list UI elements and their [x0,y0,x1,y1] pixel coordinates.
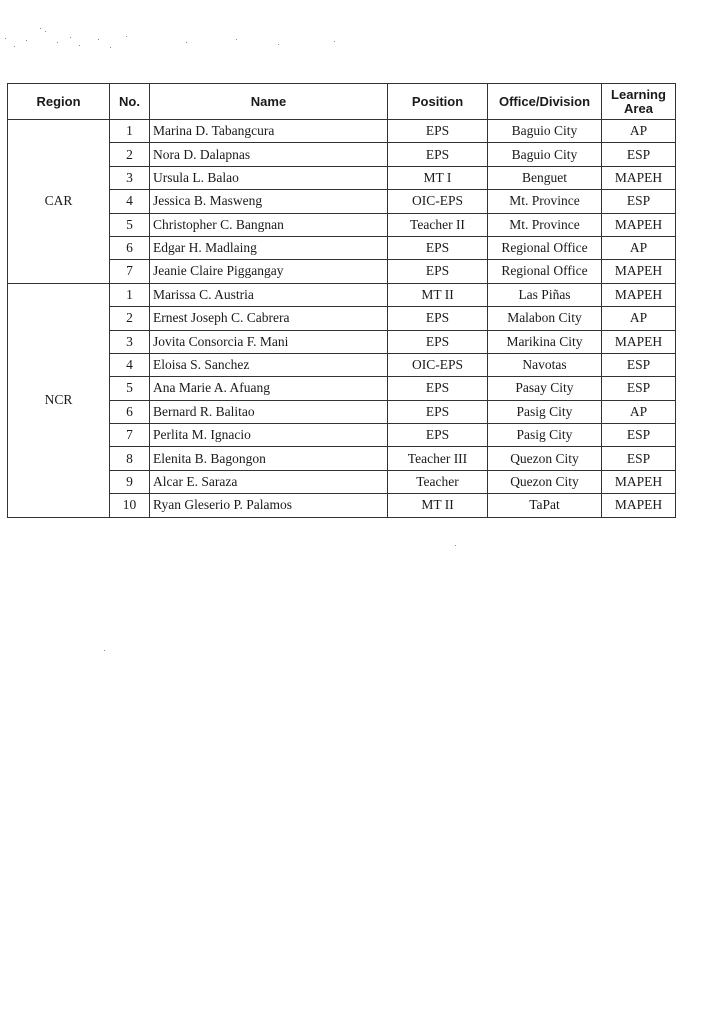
row-number-cell: 4 [110,353,150,376]
person-name-cell: Marissa C. Austria [150,283,388,306]
scan-speck [70,37,71,38]
row-number-cell: 10 [110,494,150,517]
office-division-cell: Marikina City [488,330,602,353]
position-cell: Teacher [388,470,488,493]
position-cell: EPS [388,307,488,330]
office-division-cell: Las Piñas [488,283,602,306]
office-division-cell: Mt. Province [488,213,602,236]
scan-speck [186,42,187,43]
roster-table-header [8,84,676,120]
table-row [8,283,676,306]
position-cell: EPS [388,120,488,143]
position-cell: OIC-EPS [388,190,488,213]
row-number-cell: 3 [110,330,150,353]
person-name-cell: Elenita B. Bagongon [150,447,388,470]
position-cell: EPS [388,236,488,259]
row-number-cell: 8 [110,447,150,470]
position-cell: OIC-EPS [388,353,488,376]
row-number-cell: 6 [110,400,150,423]
scan-speck [278,44,279,45]
position-cell: EPS [388,330,488,353]
person-name-cell: Jeanie Claire Piggangay [150,260,388,283]
person-name-cell: Nora D. Dalapnas [150,143,388,166]
office-division-cell: Benguet [488,166,602,189]
scan-speck [45,31,46,32]
position-cell: EPS [388,424,488,447]
scan-speck [104,650,105,651]
region-cell: NCR [8,283,110,517]
office-division-cell: Baguio City [488,120,602,143]
column-header-name: Name [150,84,388,120]
column-header-region: Region [8,84,110,120]
position-cell: EPS [388,143,488,166]
office-division-cell: Quezon City [488,447,602,470]
scan-speck [455,545,456,546]
learning-area-cell: MAPEH [602,470,676,493]
scan-speck [98,39,99,40]
row-number-cell: 4 [110,190,150,213]
learning-area-cell: AP [602,400,676,423]
position-cell: EPS [388,260,488,283]
scan-speck [5,38,6,39]
learning-area-cell: AP [602,307,676,330]
person-name-cell: Edgar H. Madlaing [150,236,388,259]
person-name-cell: Alcar E. Saraza [150,470,388,493]
office-division-cell: Navotas [488,353,602,376]
learning-area-cell: MAPEH [602,330,676,353]
person-name-cell: Ryan Gleserio P. Palamos [150,494,388,517]
column-header-position: Position [388,84,488,120]
person-name-cell: Jovita Consorcia F. Mani [150,330,388,353]
row-number-cell: 1 [110,120,150,143]
position-cell: EPS [388,377,488,400]
person-name-cell: Bernard R. Balitao [150,400,388,423]
person-name-cell: Perlita M. Ignacio [150,424,388,447]
row-number-cell: 3 [110,166,150,189]
scan-speck [40,28,41,29]
scan-speck [57,42,58,43]
row-number-cell: 2 [110,307,150,330]
learning-area-cell: AP [602,236,676,259]
learning-area-cell: MAPEH [602,260,676,283]
column-header-learning-area: Learning Area [602,84,676,120]
office-division-cell: TaPat [488,494,602,517]
roster-table [7,83,676,518]
learning-area-cell: ESP [602,424,676,447]
row-number-cell: 5 [110,213,150,236]
office-division-cell: Pasig City [488,400,602,423]
column-header-office-division: Office/Division [488,84,602,120]
scan-speck [126,36,127,37]
learning-area-cell: MAPEH [602,166,676,189]
learning-area-cell: ESP [602,377,676,400]
office-division-cell: Pasig City [488,424,602,447]
office-division-cell: Mt. Province [488,190,602,213]
column-header-number: No. [110,84,150,120]
position-cell: MT II [388,283,488,306]
header-row [8,84,676,120]
row-number-cell: 9 [110,470,150,493]
learning-area-cell: AP [602,120,676,143]
scan-speck [26,40,27,41]
learning-area-cell: ESP [602,447,676,470]
row-number-cell: 1 [110,283,150,306]
row-number-cell: 6 [110,236,150,259]
scan-speck [236,39,237,40]
person-name-cell: Ana Marie A. Afuang [150,377,388,400]
scan-speck [79,45,80,46]
table-row [8,120,676,143]
learning-area-cell: ESP [602,190,676,213]
person-name-cell: Eloisa S. Sanchez [150,353,388,376]
position-cell: EPS [388,400,488,423]
person-name-cell: Ursula L. Balao [150,166,388,189]
row-number-cell: 7 [110,424,150,447]
row-number-cell: 2 [110,143,150,166]
learning-area-cell: MAPEH [602,283,676,306]
office-division-cell: Regional Office [488,260,602,283]
person-name-cell: Jessica B. Masweng [150,190,388,213]
position-cell: Teacher III [388,447,488,470]
office-division-cell: Malabon City [488,307,602,330]
position-cell: MT II [388,494,488,517]
row-number-cell: 5 [110,377,150,400]
roster-table-body [8,120,676,518]
person-name-cell: Christopher C. Bangnan [150,213,388,236]
learning-area-cell: ESP [602,353,676,376]
scan-speck [110,47,111,48]
office-division-cell: Pasay City [488,377,602,400]
scan-speck [334,41,335,42]
learning-area-cell: MAPEH [602,494,676,517]
scan-speck [14,46,15,47]
row-number-cell: 7 [110,260,150,283]
region-cell: CAR [8,120,110,284]
person-name-cell: Ernest Joseph C. Cabrera [150,307,388,330]
office-division-cell: Quezon City [488,470,602,493]
position-cell: MT I [388,166,488,189]
learning-area-cell: MAPEH [602,213,676,236]
position-cell: Teacher II [388,213,488,236]
learning-area-cell: ESP [602,143,676,166]
office-division-cell: Baguio City [488,143,602,166]
office-division-cell: Regional Office [488,236,602,259]
person-name-cell: Marina D. Tabangcura [150,120,388,143]
